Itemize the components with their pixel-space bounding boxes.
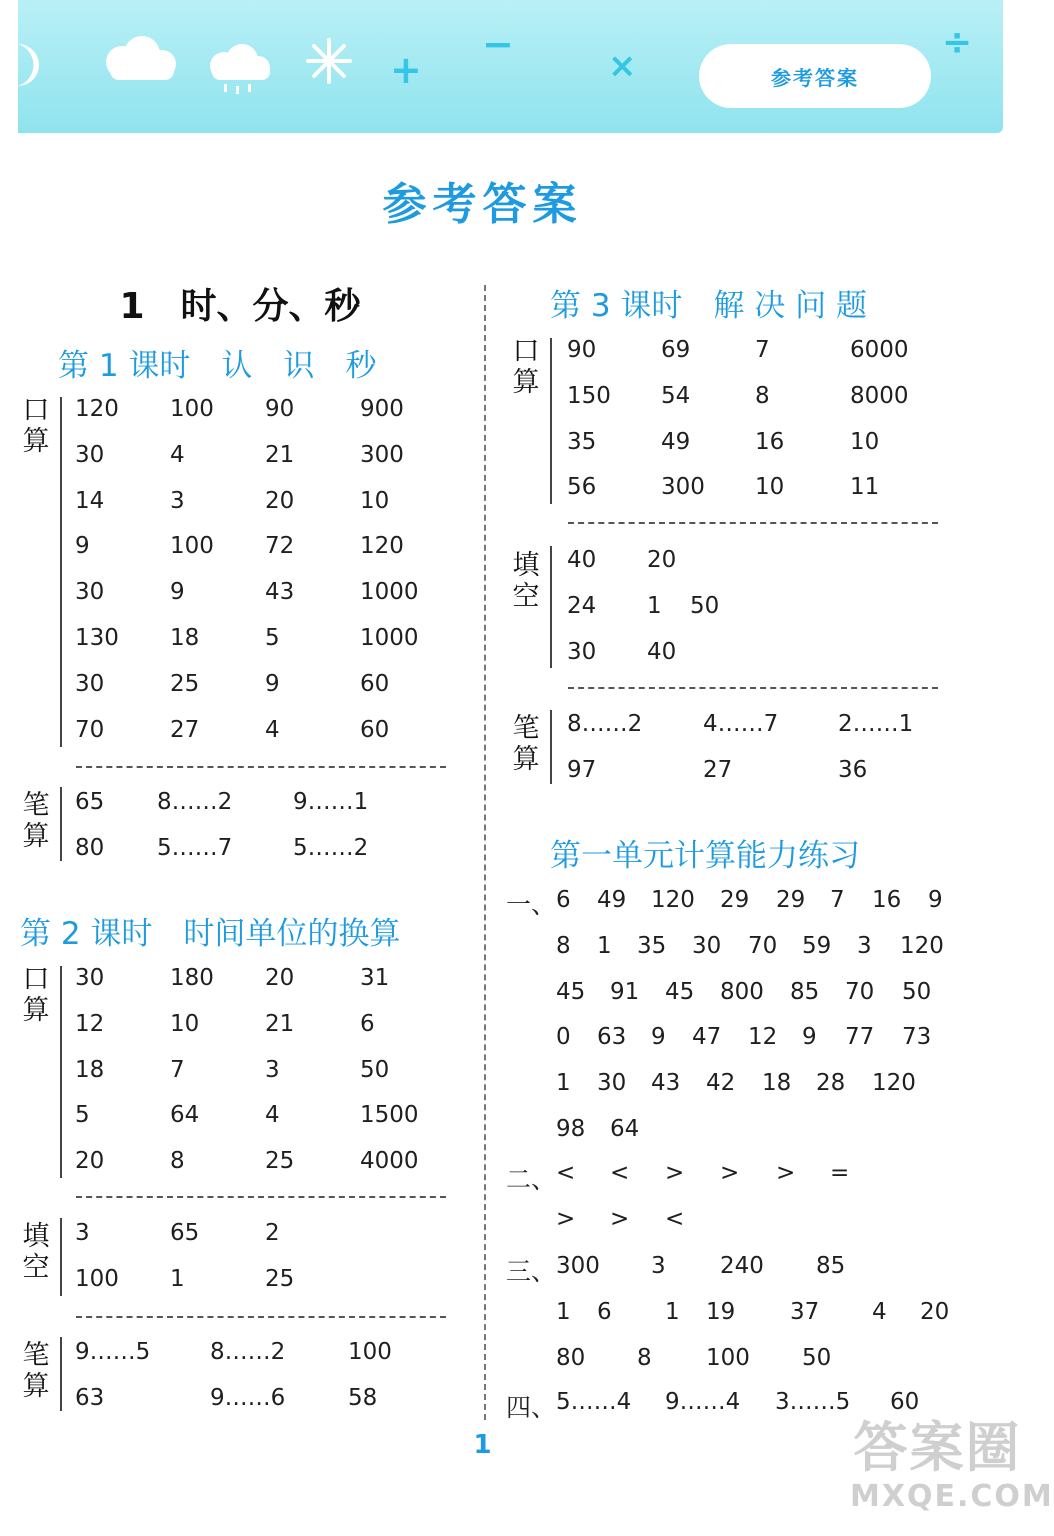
answer-cell: < xyxy=(556,1160,576,1186)
answer-cell: 6 xyxy=(360,1010,375,1037)
answer-cell: 45 xyxy=(556,978,586,1005)
answer-cell: 50 xyxy=(802,1345,832,1371)
answer-cell: 85 xyxy=(816,1253,846,1279)
chapter-title: 1 时、分、秒 xyxy=(119,286,361,327)
answer-cell: 150 xyxy=(567,382,611,409)
answer-cell: 3 xyxy=(651,1253,666,1279)
answer-cell: 1 xyxy=(665,1299,680,1325)
answer-cell: 29 xyxy=(776,887,806,913)
answer-cell: 50 xyxy=(360,1056,390,1083)
answer-cell: 5……2 xyxy=(293,835,369,861)
answer-cell: 4 xyxy=(872,1299,887,1325)
lesson2-fill-label: 填空 xyxy=(22,1221,50,1283)
answer-cell: 9 xyxy=(928,887,943,913)
lesson2-separator-1 xyxy=(76,1196,446,1198)
lesson1-written-label: 笔算 xyxy=(22,790,50,852)
answer-cell: 36 xyxy=(838,757,868,783)
answer-cell: 6 xyxy=(597,1299,612,1325)
answer-cell: 10 xyxy=(360,487,390,514)
answer-cell: 8 xyxy=(556,932,571,959)
answer-cell: 49 xyxy=(597,887,627,913)
answer-cell: 9……4 xyxy=(665,1389,741,1415)
answer-cell: 31 xyxy=(360,965,390,991)
answer-cell: 91 xyxy=(610,978,640,1005)
answer-cell: 35 xyxy=(567,428,597,455)
answer-cell: 3……5 xyxy=(775,1389,851,1415)
answer-cell: 60 xyxy=(360,670,390,697)
answer-cell: 100 xyxy=(170,533,214,560)
answer-cell: 9……5 xyxy=(75,1339,151,1365)
answer-cell: 8……2 xyxy=(157,789,233,815)
answer-cell: 5……7 xyxy=(157,835,233,861)
answer-cell: > xyxy=(665,1160,685,1186)
answer-cell: 43 xyxy=(265,579,295,606)
lesson2-title: 第 2 课时 时间单位的换算 xyxy=(20,916,401,952)
answer-cell: 20 xyxy=(265,965,295,991)
moon-icon xyxy=(18,40,48,90)
answer-cell: 8……2 xyxy=(210,1339,286,1365)
answer-cell: 20 xyxy=(75,1148,105,1175)
lesson3-separator-2 xyxy=(568,687,938,689)
lesson3-fill-bar xyxy=(550,546,552,668)
answer-cell: = xyxy=(830,1160,850,1186)
banner-label: 参考答案 xyxy=(699,44,931,108)
lesson1-oral-label: 口算 xyxy=(22,395,50,457)
answer-cell: 10 xyxy=(755,474,785,501)
answer-cell: 25 xyxy=(265,1266,295,1292)
answer-cell: 30 xyxy=(75,670,105,697)
answer-cell: 35 xyxy=(637,932,667,959)
rain-cloud-icon xyxy=(196,42,286,102)
answer-cell: 2……1 xyxy=(838,711,914,737)
answer-cell: 9 xyxy=(75,533,90,560)
answer-cell: 21 xyxy=(265,1010,295,1037)
answer-cell: 0 xyxy=(556,1024,571,1051)
answer-cell: 4……7 xyxy=(703,711,779,737)
answer-cell: 9……1 xyxy=(293,789,369,815)
answer-cell: 20 xyxy=(265,487,295,514)
answer-cell: 6000 xyxy=(850,337,909,363)
part3-label: 三、 xyxy=(506,1257,557,1286)
answer-cell: 120 xyxy=(872,1070,916,1097)
answer-cell: 1000 xyxy=(360,625,419,651)
answer-cell: 65 xyxy=(75,789,105,815)
answer-cell: 1 xyxy=(597,932,612,959)
answer-cell: 64 xyxy=(610,1116,640,1142)
answer-cell: 1 xyxy=(556,1299,571,1325)
answer-cell: 180 xyxy=(170,965,214,991)
answer-cell: 24 xyxy=(567,593,597,619)
answer-cell: 40 xyxy=(647,639,677,665)
lesson3-oral-bar xyxy=(550,338,552,504)
answer-cell: 64 xyxy=(170,1102,200,1129)
answer-cell: 27 xyxy=(703,757,733,783)
answer-cell: 1 xyxy=(556,1070,571,1097)
answer-cell: 11 xyxy=(850,474,880,501)
answer-cell: 30 xyxy=(75,441,105,468)
answer-cell: 43 xyxy=(651,1070,681,1097)
answer-cell: 10 xyxy=(850,428,880,455)
answer-cell: 30 xyxy=(567,639,597,665)
answer-cell: 9 xyxy=(170,579,185,606)
answer-cell: 25 xyxy=(170,670,200,697)
answer-cell: 18 xyxy=(170,625,200,651)
answer-cell: 77 xyxy=(845,1024,875,1051)
watermark-url: MXQE.COM xyxy=(850,1479,1054,1514)
answer-cell: 1000 xyxy=(360,579,419,606)
answer-cell: 1 xyxy=(647,593,662,619)
answer-cell: 60 xyxy=(890,1389,920,1415)
answer-cell: 30 xyxy=(75,579,105,606)
answer-cell: 49 xyxy=(661,428,691,455)
lesson3-fill-label: 填空 xyxy=(512,550,540,612)
header-banner xyxy=(18,0,1003,133)
answer-cell: 3 xyxy=(170,487,185,514)
answer-cell: 4 xyxy=(170,441,185,468)
answer-cell: 29 xyxy=(720,887,750,913)
answer-cell: 7 xyxy=(830,887,845,913)
answer-cell: 7 xyxy=(755,337,770,363)
answer-cell: 240 xyxy=(720,1253,764,1279)
answer-cell: 70 xyxy=(75,716,105,743)
answer-cell: 80 xyxy=(75,835,105,861)
answer-cell: 70 xyxy=(845,978,875,1005)
answer-cell: 73 xyxy=(902,1024,932,1051)
answer-cell: 8 xyxy=(170,1148,185,1175)
page-title: 参考答案 xyxy=(382,179,583,230)
lesson3-oral-label: 口算 xyxy=(512,336,540,398)
answer-cell: 20 xyxy=(647,547,677,573)
lesson2-written-bar xyxy=(60,1337,62,1411)
page-number: 1 xyxy=(473,1430,492,1460)
answer-cell: 12 xyxy=(748,1024,778,1051)
answer-cell: 85 xyxy=(790,978,820,1005)
lesson2-oral-bar xyxy=(60,966,62,1178)
plus-icon: + xyxy=(390,48,422,92)
answer-cell: 70 xyxy=(748,932,778,959)
part1-label: 一、 xyxy=(506,890,557,919)
minus-icon: − xyxy=(482,22,514,66)
lesson3-written-label: 笔算 xyxy=(512,713,540,775)
answer-cell: 120 xyxy=(651,887,695,913)
answer-cell: 25 xyxy=(265,1148,295,1175)
answer-cell: 40 xyxy=(567,547,597,573)
answer-cell: 120 xyxy=(900,932,944,959)
watermark xyxy=(850,1416,1054,1531)
answer-cell: 60 xyxy=(360,716,390,743)
answer-cell: 8 xyxy=(637,1345,652,1371)
answer-cell: 45 xyxy=(665,978,695,1005)
answer-cell: 100 xyxy=(706,1345,750,1371)
unit-practice-title: 第一单元计算能力练习 xyxy=(550,838,860,874)
answer-cell: 5 xyxy=(75,1102,90,1129)
answer-cell: 28 xyxy=(816,1070,846,1097)
column-divider xyxy=(484,285,486,1420)
answer-cell: 80 xyxy=(556,1345,586,1371)
answer-cell: 300 xyxy=(360,441,404,468)
answer-cell: 14 xyxy=(75,487,105,514)
answer-cell: > xyxy=(610,1206,630,1232)
lesson2-fill-bar xyxy=(60,1218,62,1296)
answer-cell: 69 xyxy=(661,337,691,363)
answer-cell: 42 xyxy=(706,1070,736,1097)
answer-cell: 100 xyxy=(348,1339,392,1365)
answer-cell: 50 xyxy=(902,978,932,1005)
answer-cell: 1 xyxy=(170,1266,185,1292)
answer-cell: 5 xyxy=(265,625,280,651)
answer-cell: 4000 xyxy=(360,1148,419,1175)
answer-cell: 27 xyxy=(170,716,200,743)
answer-cell: 3 xyxy=(75,1220,90,1246)
lesson1-separator xyxy=(76,766,446,768)
answer-cell: 63 xyxy=(75,1385,105,1411)
times-icon: × xyxy=(608,46,637,86)
answer-cell: 300 xyxy=(556,1253,600,1279)
answer-cell: 130 xyxy=(75,625,119,651)
lesson3-title: 第 3 课时 解 决 问 题 xyxy=(550,288,867,324)
divide-icon: ÷ xyxy=(942,22,973,63)
answer-cell: 300 xyxy=(661,474,705,501)
answer-cell: 58 xyxy=(348,1385,378,1411)
answer-cell: 9……6 xyxy=(210,1385,286,1411)
answer-cell: 900 xyxy=(360,396,404,422)
lesson1-written-bar xyxy=(60,787,62,861)
answer-cell: 9 xyxy=(651,1024,666,1051)
answer-cell: 18 xyxy=(762,1070,792,1097)
answer-cell: 6 xyxy=(556,887,571,913)
answer-cell: 56 xyxy=(567,474,597,501)
part2-label: 二、 xyxy=(506,1165,557,1194)
lesson1-oral-bar xyxy=(60,397,62,747)
answer-cell: 30 xyxy=(75,965,105,991)
lesson2-separator-2 xyxy=(76,1316,446,1318)
answer-cell: > xyxy=(720,1160,740,1186)
answer-cell: 37 xyxy=(790,1299,820,1325)
watermark-text: 答案圈 xyxy=(853,1416,1022,1479)
answer-cell: 16 xyxy=(872,887,902,913)
answer-cell: 16 xyxy=(755,428,785,455)
answer-cell: 7 xyxy=(170,1056,185,1083)
answer-cell: 9 xyxy=(802,1024,817,1051)
answer-cell: 4 xyxy=(265,716,280,743)
answer-cell: 21 xyxy=(265,441,295,468)
answer-cell: 59 xyxy=(802,932,832,959)
answer-cell: 30 xyxy=(597,1070,627,1097)
answer-cell: 97 xyxy=(567,757,597,783)
part4-label: 四、 xyxy=(506,1393,557,1422)
answer-cell: 65 xyxy=(170,1220,200,1246)
cloud-icon xyxy=(96,34,186,86)
answer-cell: 18 xyxy=(75,1056,105,1083)
answer-cell: 8000 xyxy=(850,382,909,409)
answer-cell: 8……2 xyxy=(567,711,643,737)
lesson3-written-bar xyxy=(550,710,552,784)
answer-cell: 90 xyxy=(567,337,597,363)
snowflake-icon xyxy=(304,36,354,86)
answer-cell: 54 xyxy=(661,382,691,409)
answer-cell: 120 xyxy=(360,533,404,560)
answer-cell: 3 xyxy=(265,1056,280,1083)
answer-cell: 5……4 xyxy=(556,1389,632,1415)
answer-cell: 63 xyxy=(597,1024,627,1051)
answer-cell: 9 xyxy=(265,670,280,697)
answer-cell: 8 xyxy=(755,382,770,409)
answer-cell: 50 xyxy=(690,593,720,619)
answer-cell: 120 xyxy=(75,396,119,422)
answer-cell: < xyxy=(610,1160,630,1186)
answer-cell: 10 xyxy=(170,1010,200,1037)
answer-cell: 19 xyxy=(706,1299,736,1325)
answer-cell: > xyxy=(556,1206,576,1232)
answer-cell: 98 xyxy=(556,1116,586,1142)
lesson2-oral-label: 口算 xyxy=(22,964,50,1026)
answer-cell: 4 xyxy=(265,1102,280,1129)
answer-cell: > xyxy=(776,1160,796,1186)
answer-cell: 100 xyxy=(170,396,214,422)
answer-cell: < xyxy=(665,1206,685,1232)
answer-cell: 72 xyxy=(265,533,295,560)
answer-cell: 30 xyxy=(692,932,722,959)
lesson3-separator-1 xyxy=(568,522,938,524)
answer-cell: 1500 xyxy=(360,1102,419,1129)
answer-cell: 20 xyxy=(920,1299,950,1325)
answer-cell: 12 xyxy=(75,1010,105,1037)
answer-cell: 47 xyxy=(692,1024,722,1051)
answer-cell: 3 xyxy=(857,932,872,959)
answer-cell: 2 xyxy=(265,1220,280,1246)
answer-cell: 90 xyxy=(265,396,295,422)
answer-cell: 800 xyxy=(720,978,764,1005)
lesson2-written-label: 笔算 xyxy=(22,1340,50,1402)
answer-cell: 100 xyxy=(75,1266,119,1292)
lesson1-title: 第 1 课时 认 识 秒 xyxy=(58,348,377,384)
